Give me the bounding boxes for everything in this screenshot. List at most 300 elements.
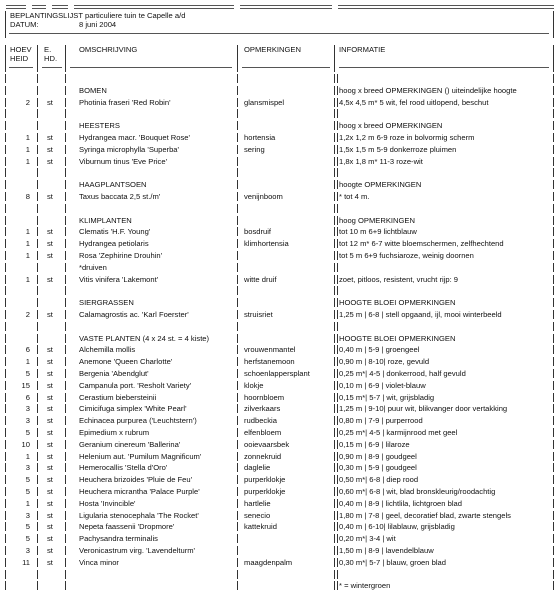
border-left (5, 581, 6, 590)
info-cell: 1,80 m | 7-8 | geel, decoratief blad, zwarte stengels (339, 510, 511, 520)
border-left (5, 98, 6, 107)
border-right (553, 310, 554, 319)
qty-cell: 1 (25, 357, 30, 367)
border-left (5, 275, 6, 284)
border-right (553, 463, 554, 472)
qty-cell: 8 (25, 192, 30, 201)
border-right (553, 29, 554, 38)
col-divider (65, 74, 66, 83)
col-divider (337, 546, 338, 555)
description-cell: Ligularia stenocephala 'The Rocket' (79, 510, 199, 520)
border-left (5, 29, 6, 38)
table-row (0, 581, 560, 590)
description-cell: Clematis 'H.F. Young' (79, 227, 151, 237)
col-divider (65, 522, 66, 531)
col-divider (337, 404, 338, 413)
col-divider (65, 157, 66, 166)
col-divider (37, 239, 38, 248)
col-divider (334, 522, 335, 531)
table-row (0, 145, 560, 154)
col-divider (337, 133, 338, 142)
col-divider (334, 109, 335, 118)
unit-cell: st (47, 392, 53, 402)
table-row (0, 98, 560, 107)
date-line (0, 20, 560, 29)
description-cell: Helenium aut. 'Pumilum Magnificum' (79, 451, 202, 461)
rule-segment (9, 33, 549, 34)
col-divider (65, 404, 66, 413)
unit-cell: st (47, 557, 53, 567)
border-left (5, 133, 6, 142)
col-divider (37, 416, 38, 425)
description-cell: *druiven (79, 262, 107, 272)
table-row (0, 86, 560, 95)
col-divider (37, 133, 38, 142)
border-left (5, 475, 6, 484)
col-divider (65, 499, 66, 508)
col-divider (337, 416, 338, 425)
unit-cell: st (47, 510, 53, 520)
col-divider (65, 534, 66, 543)
info-cell: 1,5x 1,5 m 5-9 donkerroze pluimen (339, 144, 457, 154)
remarks-cell: zilverkaars (244, 404, 281, 414)
table-row (0, 345, 560, 354)
border-left (5, 157, 6, 166)
unit-cell: st (47, 251, 53, 260)
border-right (553, 475, 554, 484)
remarks-cell: rudbeckia (244, 416, 277, 426)
border-left (5, 45, 6, 54)
info-cell: 1,25 m | 9-10| puur wit, blikvanger door vertakking (339, 404, 508, 414)
col-divider (337, 463, 338, 472)
border-left (5, 322, 6, 331)
table-row (0, 381, 560, 390)
col-divider (65, 109, 66, 118)
unit-cell: st (47, 439, 53, 449)
info-cell: zoet, pitloos, resistent, vrucht rijp: 9 (339, 274, 459, 284)
qty-cell: 1 (25, 498, 30, 508)
border-right (553, 428, 554, 437)
col-divider (334, 263, 335, 272)
border-left (5, 463, 6, 472)
border-right (553, 180, 554, 189)
col-divider (65, 251, 66, 260)
info-cell: hoog x breed OPMERKINGEN (339, 121, 443, 131)
col-divider (65, 216, 66, 225)
info-cell: 0,80 m | 7-9 | purperrood (339, 416, 423, 426)
col-divider (65, 168, 66, 177)
info-cell: 0,10 m | 6-9 | violet-blauw (339, 380, 426, 390)
info-cell: * tot 4 m. (339, 192, 370, 201)
col-divider (37, 227, 38, 236)
col-divider (237, 440, 238, 449)
col-divider (334, 381, 335, 390)
table-row (0, 263, 560, 272)
col-divider (65, 463, 66, 472)
col-divider (334, 121, 335, 130)
remarks-cell: glansmispel (244, 97, 285, 107)
description-cell: Hemerocallis 'Stella d'Oro' (79, 463, 168, 473)
col-divider (334, 416, 335, 425)
col-divider (337, 534, 338, 543)
description-cell: Pachysandra terminalis (79, 534, 158, 544)
info-cell: 0,60 m*| 6-8 | wit, blad bronskleurig/roodachtig (339, 487, 496, 496)
col-divider (334, 581, 335, 590)
col-divider (334, 310, 335, 319)
description-cell: Geranium cinereum 'Ballerina' (79, 439, 181, 449)
qty-cell: 1 (25, 274, 30, 284)
col-divider (334, 452, 335, 461)
description-cell: Hydrangea petiolaris (79, 239, 149, 249)
border-left (5, 416, 6, 425)
col-divider (37, 180, 38, 189)
border-right (553, 570, 554, 579)
col-divider (337, 145, 338, 154)
table-row (0, 440, 560, 449)
qty-cell: 5 (25, 534, 30, 544)
col-divider (334, 393, 335, 402)
col-divider (337, 428, 338, 437)
col-divider (65, 227, 66, 236)
description-cell: HEESTERS (79, 121, 120, 131)
info-cell: 0,15 m*| 5-7 | wit, grijsbladig (339, 392, 435, 402)
qty-cell: 11 (22, 557, 30, 567)
col-divider (237, 98, 238, 107)
rule-segment (6, 8, 26, 9)
col-divider (237, 109, 238, 118)
remarks-cell: hoornbloem (244, 392, 285, 402)
col-divider (37, 357, 38, 366)
info-cell: 1,50 m | 8-9 | lavendelblauw (339, 546, 434, 555)
col-divider (65, 298, 66, 307)
border-left (5, 428, 6, 437)
info-cell: tot 12 m* 6-7 witte bloemschermen, zelfhechtend (339, 239, 504, 249)
col-divider (37, 511, 38, 520)
col-divider (337, 334, 338, 343)
table-row (0, 251, 560, 260)
col-divider (334, 86, 335, 95)
border-right (553, 74, 554, 83)
border-right (553, 45, 554, 54)
col-divider (337, 499, 338, 508)
top-rule (0, 2, 560, 11)
table-row (0, 109, 560, 118)
rule-segment (52, 8, 68, 9)
border-left (5, 20, 6, 29)
remarks-cell: witte druif (244, 274, 277, 284)
table-row (0, 428, 560, 437)
col-divider (37, 98, 38, 107)
table-row (0, 216, 560, 225)
col-divider (337, 286, 338, 295)
col-divider (65, 452, 66, 461)
col-divider (237, 428, 238, 437)
table-row (0, 546, 560, 555)
unit-cell: st (47, 369, 53, 378)
col-divider (65, 45, 66, 54)
rule-segment (240, 5, 332, 6)
info-cell: 0,20 m*| 3-4 | wit (339, 534, 396, 544)
remarks-cell: schoenlappersplant (244, 369, 310, 378)
unit-cell: st (47, 345, 53, 355)
col-divider (37, 499, 38, 508)
description-cell: Veronicastrum virg. 'Lavendelturm' (79, 546, 196, 555)
col-divider (337, 168, 338, 177)
col-divider (334, 499, 335, 508)
rule-segment (32, 5, 46, 6)
remarks-cell: hortensia (244, 133, 276, 142)
col-divider (65, 286, 66, 295)
border-right (553, 393, 554, 402)
col-divider (65, 381, 66, 390)
col-divider (334, 168, 335, 177)
unit-cell: st (47, 133, 53, 142)
col-divider (334, 511, 335, 520)
border-right (553, 322, 554, 331)
info-cell: 0,90 m | 8-9 | goudgeel (339, 451, 417, 461)
col-qty-header: HOEV (10, 45, 32, 54)
table-row (0, 322, 560, 331)
rule-segment (32, 8, 46, 9)
col-divider (337, 157, 338, 166)
qty-cell: 6 (25, 345, 30, 355)
qty-cell: 5 (25, 522, 30, 532)
col-divider (37, 428, 38, 437)
qty-cell: 3 (25, 463, 30, 473)
rule-segment (242, 67, 330, 68)
col-divider (337, 251, 338, 260)
table-row (0, 298, 560, 307)
border-left (5, 558, 6, 567)
border-left (5, 499, 6, 508)
border-left (5, 86, 6, 95)
col-divider (65, 558, 66, 567)
col-divider (237, 522, 238, 531)
qty-cell: 1 (25, 239, 30, 249)
border-right (553, 452, 554, 461)
col-divider (65, 334, 66, 343)
col-divider (334, 157, 335, 166)
col-divider (237, 74, 238, 83)
info-cell: 1,8x 1,8 m* 11-3 roze-wit (339, 156, 423, 166)
col-divider (237, 263, 238, 272)
col-divider (37, 334, 38, 343)
remarks-cell: maagdenpalm (244, 557, 293, 567)
col-divider (65, 345, 66, 354)
border-left (5, 263, 6, 272)
col-divider (237, 54, 238, 63)
border-left (5, 54, 6, 63)
col-divider (334, 404, 335, 413)
description-cell: Anemone 'Queen Charlotte' (79, 357, 173, 367)
border-right (553, 63, 554, 72)
rule-segment (339, 67, 549, 68)
border-left (5, 452, 6, 461)
col-qty-header-2: HEID (10, 54, 29, 63)
unit-cell: st (47, 522, 53, 532)
col-divider (37, 534, 38, 543)
unit-cell: st (47, 156, 53, 166)
col-divider (237, 570, 238, 579)
table-row (0, 180, 560, 189)
unit-cell: st (47, 192, 53, 201)
col-divider (37, 74, 38, 83)
col-divider (37, 487, 38, 496)
col-divider (337, 98, 338, 107)
col-divider (237, 558, 238, 567)
col-divider (334, 322, 335, 331)
col-divider (334, 239, 335, 248)
border-left (5, 310, 6, 319)
remarks-cell: herfstanemoon (244, 357, 295, 367)
col-divider (65, 440, 66, 449)
qty-cell: 6 (25, 392, 30, 402)
col-divider (337, 357, 338, 366)
col-divider (337, 121, 338, 130)
col-divider (337, 322, 338, 331)
border-left (5, 570, 6, 579)
border-right (553, 98, 554, 107)
col-divider (237, 404, 238, 413)
description-cell: Syringa microphylla 'Superba' (79, 144, 179, 154)
remarks-cell: hartlelie (244, 498, 271, 508)
col-divider (37, 109, 38, 118)
remarks-cell: kattekruid (244, 522, 277, 532)
col-divider (334, 216, 335, 225)
qty-cell: 1 (25, 156, 30, 166)
col-divider (37, 381, 38, 390)
info-cell: hoog OPMERKINGEN (339, 215, 415, 225)
border-left (5, 534, 6, 543)
info-cell: 1,2x 1,2 m 6-9 roze in bolvormig scherm (339, 133, 475, 142)
col-divider (37, 546, 38, 555)
col-divider (337, 204, 338, 213)
border-right (553, 263, 554, 272)
col-unit-header-2: HD. (44, 54, 58, 63)
qty-cell: 5 (25, 428, 30, 437)
col-divider (37, 581, 38, 590)
col-divider (237, 180, 238, 189)
col-divider (65, 133, 66, 142)
col-divider (37, 404, 38, 413)
description-cell: Vinca minor (79, 557, 119, 567)
col-divider (334, 63, 335, 72)
border-right (553, 546, 554, 555)
unit-cell: st (47, 428, 53, 437)
col-divider (337, 452, 338, 461)
col-divider (334, 98, 335, 107)
col-divider (37, 452, 38, 461)
col-divider (37, 275, 38, 284)
description-cell: Hosta 'Invincible' (79, 498, 136, 508)
col-divider (65, 428, 66, 437)
rule-segment (74, 8, 234, 9)
table-row (0, 475, 560, 484)
border-right (553, 534, 554, 543)
description-cell: Rosa 'Zephirine Drouhin' (79, 251, 163, 260)
col-divider (337, 109, 338, 118)
unit-cell: st (47, 97, 53, 107)
col-divider (337, 298, 338, 307)
info-cell: 0,90 m | 8-10| roze, gevuld (339, 357, 430, 367)
unit-cell: st (47, 487, 53, 496)
col-divider (65, 54, 66, 63)
col-divider (337, 180, 338, 189)
col-divider (334, 286, 335, 295)
col-divider (237, 251, 238, 260)
col-divider (337, 570, 338, 579)
col-divider (237, 168, 238, 177)
col-divider (237, 298, 238, 307)
col-divider (337, 86, 338, 95)
border-right (553, 239, 554, 248)
info-cell: * = wintergroen (339, 581, 391, 591)
table-row (0, 499, 560, 508)
border-left (5, 227, 6, 236)
col-divider (37, 63, 38, 72)
border-right (553, 381, 554, 390)
table-row (0, 310, 560, 319)
qty-cell: 5 (25, 475, 30, 485)
col-divider (334, 345, 335, 354)
qty-cell: 2 (25, 310, 30, 319)
col-divider (37, 440, 38, 449)
table-row (0, 463, 560, 472)
col-divider (237, 216, 238, 225)
rule-segment (9, 67, 33, 68)
qty-cell: 1 (25, 451, 30, 461)
date-label: DATUM: (10, 20, 39, 29)
remarks-cell: klimhortensia (244, 239, 289, 249)
col-divider (334, 487, 335, 496)
col-divider (334, 145, 335, 154)
info-cell: hoogte OPMERKINGEN (339, 180, 422, 190)
table-row (0, 227, 560, 236)
col-divider (237, 275, 238, 284)
col-desc-header: OMSCHRIJVING (79, 45, 138, 54)
border-right (553, 227, 554, 236)
col-divider (65, 487, 66, 496)
col-divider (65, 192, 66, 201)
col-divider (65, 416, 66, 425)
remarks-cell: zonnekruid (244, 451, 282, 461)
col-divider (334, 298, 335, 307)
info-cell: hoog x breed OPMERKINGEN () uiteindelijke hoogte (339, 85, 517, 95)
column-header-row-1 (0, 45, 560, 54)
remarks-cell: struisriet (244, 310, 273, 319)
unit-cell: st (47, 451, 53, 461)
qty-cell: 3 (25, 416, 30, 426)
col-divider (65, 121, 66, 130)
col-divider (337, 440, 338, 449)
border-left (5, 145, 6, 154)
remarks-cell: ooievaarsbek (244, 439, 290, 449)
border-right (553, 133, 554, 142)
unit-cell: st (47, 239, 53, 249)
table-row (0, 74, 560, 83)
col-divider (337, 511, 338, 520)
description-cell: Cerastium biebersteinii (79, 392, 157, 402)
description-cell: Viburnum tinus 'Eve Price' (79, 156, 168, 166)
border-left (5, 11, 6, 20)
col-divider (334, 251, 335, 260)
rule-segment (338, 5, 554, 6)
info-cell: tot 10 m 6+9 lichtblauw (339, 227, 417, 237)
col-divider (334, 275, 335, 284)
col-divider (237, 322, 238, 331)
col-divider (334, 227, 335, 236)
col-divider (65, 180, 66, 189)
